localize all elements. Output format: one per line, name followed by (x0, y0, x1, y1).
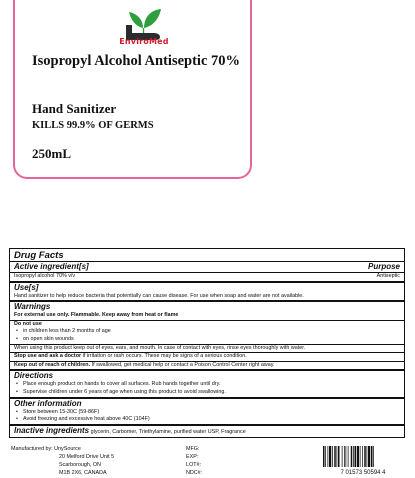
barcode-bar (329, 446, 331, 467)
do-not-use-item: • on open skin wounds (10, 336, 404, 344)
other-information-section (10, 397, 404, 424)
address-line: M1B 2X6, CANADA (59, 470, 107, 476)
barcode-bar (371, 446, 373, 467)
barcode-bar (364, 446, 366, 467)
brand-name: EnviroMed (119, 37, 169, 46)
germ-claim: KILLS 99.9% OF GERMS (32, 120, 154, 131)
lot-codes (186, 446, 202, 478)
manufacturer-label: Manufactured by: UnySource (11, 446, 81, 452)
mfg-code-label: MFG: (186, 446, 200, 452)
active-ingredient-heading: Active ingredient[s] (14, 262, 89, 271)
barcode-bar (338, 446, 340, 467)
address-line: Scarborough, ON (59, 462, 101, 468)
barcode-bar (342, 446, 343, 467)
barcode-bar (360, 446, 361, 467)
barcode-digits: 7 01573 50594 4 (340, 470, 386, 475)
barcode-bar (373, 446, 374, 467)
other-information-heading: Other information (14, 398, 82, 408)
barcode-bar (323, 446, 325, 467)
address-line: 20 Melford Drive Unit 5 (59, 454, 115, 460)
directions-item: • Place enough product on hands to cover all surfaces. Rub hands together until dry. (10, 381, 404, 389)
drug-facts-panel (9, 248, 405, 438)
barcode-bar (355, 446, 357, 467)
do-not-use-heading: Do not use (14, 320, 42, 327)
barcode-bar (362, 446, 363, 467)
stop-use-text: if irritation or rash occurs. These may be signs of a serious condition. (81, 353, 247, 360)
keep-out-warning (10, 361, 404, 370)
exp-code-label: EXP: (186, 454, 199, 460)
barcode-bar (357, 446, 359, 467)
do-not-use-item: • in children less than 2 months of age (10, 328, 404, 336)
keep-out-bold: Keep out of reach of children. (14, 361, 91, 368)
stop-use-warning (10, 352, 404, 361)
when-using-warning: When using this product keep out of eyes, ears, and mouth. In case of contact with eyes, rinse eyes thoroughly with water. (10, 344, 404, 353)
inactive-ingredients-heading: Inactive ingredients (14, 425, 90, 435)
active-ingredient-text: Isopropyl alcohol 70% v/v (14, 273, 76, 279)
barcode-bar (368, 446, 370, 467)
uses-section (10, 281, 404, 301)
upc-barcode (318, 445, 408, 475)
barcode-bar (332, 446, 333, 467)
manufacturer-area (9, 442, 405, 477)
other-information-item: • Store between 15-30C (59-86F) (10, 409, 404, 417)
uses-text: Hand sanitizer to help reduce bacteria that potentially can cause disease. For use when soap and water are not available. (14, 292, 304, 299)
directions-item: • Supervise children under 6 years of age when using this product to avoid swallowing. (10, 389, 404, 397)
inactive-ingredients-text: glycerin, Carbomer, Triethylamine, purified water USP, Fragrance (89, 428, 246, 435)
product-subtitle: Hand Sanitizer (32, 101, 117, 116)
barcode-bar (367, 446, 368, 467)
directions-section (10, 369, 404, 396)
barcode-bar (337, 446, 338, 467)
other-information-item: • Avoid freezing and excessive heat above 40C (104F) (10, 416, 404, 424)
barcode-bar (334, 446, 336, 467)
warnings-section (10, 300, 404, 369)
front-label-card (13, 0, 252, 179)
purpose-heading: Purpose (367, 262, 400, 271)
keep-out-text: If swallowed, get medical help or contact a Poison Control Center right away. (90, 361, 275, 368)
warnings-heading: Warnings (14, 302, 51, 312)
barcode-bar (325, 446, 326, 467)
active-ingredient-header (10, 262, 404, 272)
barcode-bar (353, 446, 354, 467)
external-use-warning: For external use only. Flammable. Keep away from heat or flame (14, 312, 179, 319)
barcode-bar (348, 446, 349, 467)
lot-code-label: LOT#: (186, 462, 201, 468)
drug-facts-title: Drug Facts (10, 249, 404, 262)
purpose-text: Antiseptic (376, 273, 400, 279)
barcode-bar (328, 446, 329, 467)
product-volume: 250mL (32, 146, 71, 161)
active-ingredient-row (10, 272, 404, 281)
stop-use-bold: Stop use and ask a doctor (14, 353, 82, 360)
ndc-code-label: NDC#: (186, 470, 203, 476)
barcode-bar (346, 446, 347, 467)
barcode-bar (351, 446, 353, 467)
barcode-bar (344, 446, 345, 467)
product-title: Isopropyl Alcohol Antiseptic 70% (32, 53, 240, 69)
uses-heading: Use[s] (14, 282, 39, 292)
inactive-ingredients-row (10, 424, 404, 437)
directions-heading: Directions (14, 371, 54, 381)
